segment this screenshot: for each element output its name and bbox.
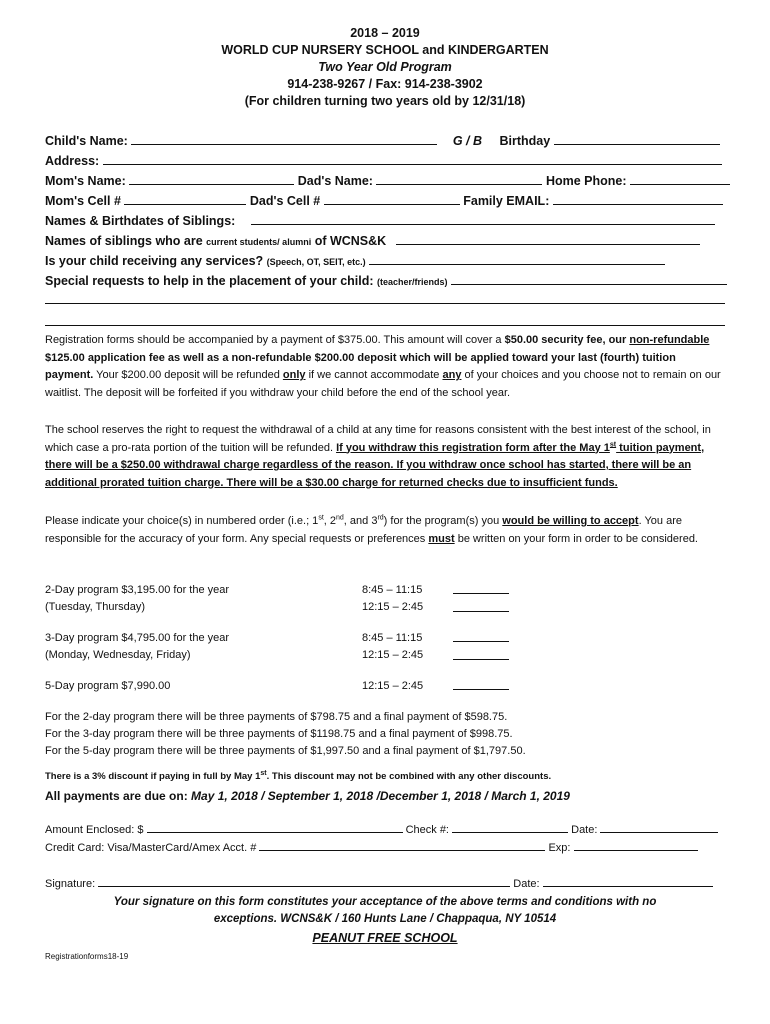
birthday-input[interactable] xyxy=(554,132,720,145)
program-2day-times: 8:45 – 11:15 12:15 – 2:45 xyxy=(362,584,424,613)
address-label: Address: xyxy=(45,154,100,168)
choice-paragraph: Please indicate your choice(s) in numbered order (i.e.; 1st, 2nd, and 3rd) for the program(s) you would be willing to accept. You are responsible for the accuracy of your form. Any special requests or preferences must be written on your form in order to be considered. xyxy=(45,514,698,545)
moms-cell-input[interactable] xyxy=(124,192,246,205)
siblings-row xyxy=(45,212,725,228)
dads-name-label: Dad's Name: xyxy=(297,174,373,188)
date-input[interactable] xyxy=(600,822,718,833)
program-3day-days: (Monday, Wednesday, Friday) xyxy=(45,649,191,661)
credit-input[interactable] xyxy=(259,840,545,851)
special-input[interactable] xyxy=(451,272,727,285)
address-input[interactable] xyxy=(103,152,722,165)
program-5day-choice xyxy=(453,678,509,696)
payment-2day: For the 2-day program there will be three payments of $798.75 and a final payment of $598.75. xyxy=(45,711,508,723)
program-2day-name: 2-Day program $3,195.00 for the year xyxy=(45,584,230,596)
child-name-input[interactable] xyxy=(131,132,437,145)
dads-cell-label: Dad's Cell # xyxy=(249,194,321,208)
exp-input[interactable] xyxy=(574,840,698,851)
program-2day xyxy=(45,582,229,616)
alumni-row xyxy=(45,232,725,248)
credit-label: Credit Card: Visa/MasterCard/Amex Acct. # xyxy=(45,842,257,854)
dads-cell-input[interactable] xyxy=(324,192,460,205)
program-2day-days: (Tuesday, Thursday) xyxy=(45,601,146,613)
dads-name-input[interactable] xyxy=(376,172,542,185)
services-label-b: (Speech, OT, SEIT, etc.) xyxy=(266,257,366,267)
home-phone-input[interactable] xyxy=(630,172,730,185)
acceptance-line-2: exceptions. WCNS&K / 160 Hunts Lane / Chappaqua, NY 10514 xyxy=(213,913,557,925)
payment-5day: For the 5-day program there will be three payments of $1,997.50 and a final payment of $1,797.50. xyxy=(45,745,526,757)
family-email-input[interactable] xyxy=(553,192,723,205)
amount-label: Amount Enclosed: $ xyxy=(45,824,144,836)
program-3day xyxy=(45,630,229,664)
child-name-label: Child's Name: xyxy=(45,134,128,148)
special-label-b: (teacher/friends) xyxy=(377,277,448,287)
signature-input[interactable] xyxy=(98,876,510,887)
choice-5day[interactable] xyxy=(453,678,509,690)
year-heading: 2018 – 2019 xyxy=(350,26,420,40)
services-input[interactable] xyxy=(369,252,665,265)
moms-cell-label: Mom's Cell # xyxy=(45,194,121,208)
peanut-free-banner: PEANUT FREE SCHOOL xyxy=(312,931,458,945)
check-input[interactable] xyxy=(452,822,568,833)
child-name-row xyxy=(45,132,725,148)
choice-3day-pm[interactable] xyxy=(453,648,509,660)
payment-3day: For the 3-day program there will be three payments of $1198.75 and a final payment of $998.75. xyxy=(45,728,513,740)
payment-paragraph: Registration forms should be accompanied by a payment of $375.00. This amount will cover a $50.00 security fee, our non-refundable $125.00 application fee as well as a non-refundable $200.00 deposit which will be applied toward your last (fourth) tuition payment. Your $200.00 deposit will be refunded only if we cannot accommodate any of your choices and you choose not to remain on our waitlist. The deposit will be forfeited if you withdraw your child before the end of the school year. xyxy=(45,334,721,399)
exp-label: Exp: xyxy=(548,842,571,854)
school-name: WORLD CUP NURSERY SCHOOL and KINDERGARTEN xyxy=(221,43,549,57)
sig-date-input[interactable] xyxy=(543,876,713,887)
program-3day-times: 8:45 – 11:15 12:15 – 2:45 xyxy=(362,632,424,661)
phone-fax: 914-238-9267 / Fax: 914-238-3902 xyxy=(287,77,483,91)
gender-label: G / B xyxy=(452,134,482,148)
choice-2day-pm[interactable] xyxy=(453,600,509,612)
program-3day-name: 3-Day program $4,795.00 for the year xyxy=(45,632,230,644)
moms-name-label: Mom's Name: xyxy=(45,174,126,188)
amount-input[interactable] xyxy=(147,822,403,833)
alumni-label-c: of WCNS&K xyxy=(314,234,387,248)
moms-name-input[interactable] xyxy=(129,172,294,185)
special-row xyxy=(45,272,725,288)
services-row xyxy=(45,252,725,268)
program-title: Two Year Old Program xyxy=(318,60,452,74)
acceptance-line-1: Your signature on this form constitutes your acceptance of the above terms and conditions with no xyxy=(113,896,657,908)
services-label-a: Is your child receiving any services? xyxy=(45,254,264,268)
age-note: (For children turning two years old by 12/31/18) xyxy=(244,94,526,108)
alumni-label-b: current students/ alumni xyxy=(206,237,312,247)
amount-row xyxy=(45,822,725,836)
program-3day-choice xyxy=(453,630,509,666)
alumni-label-a: Names of siblings who are xyxy=(45,234,203,248)
program-5day-time: 12:15 – 2:45 xyxy=(362,680,424,692)
home-phone-label: Home Phone: xyxy=(545,174,627,188)
special-extra-line-2[interactable] xyxy=(45,325,725,326)
date-label: Date: xyxy=(571,824,598,836)
discount-note: There is a 3% discount if paying in full by May 1st. This discount may not be combined with any other discounts. xyxy=(45,769,552,782)
program-5day-name: 5-Day program $7,990.00 xyxy=(45,680,171,692)
signature-row xyxy=(45,876,725,890)
special-label-a: Special requests to help in the placement of your child: xyxy=(45,274,374,288)
form-code: Registrationforms18-19 xyxy=(45,952,129,961)
siblings-input[interactable] xyxy=(251,212,715,225)
check-label: Check #: xyxy=(405,824,449,836)
alumni-input[interactable] xyxy=(396,232,700,245)
siblings-label: Names & Birthdates of Siblings: xyxy=(45,214,236,228)
sig-date-label: Date: xyxy=(513,878,540,890)
special-extra-line-1[interactable] xyxy=(45,303,725,304)
birthday-label: Birthday xyxy=(499,134,551,148)
signature-label: Signature: xyxy=(45,878,96,890)
family-email-label: Family EMAIL: xyxy=(463,194,550,208)
cells-row xyxy=(45,192,725,208)
parents-row xyxy=(45,172,725,188)
program-2day-choice xyxy=(453,582,509,618)
credit-row xyxy=(45,840,725,854)
withdrawal-paragraph: The school reserves the right to request the withdrawal of a child at any time for reasons consistent with the best interest of the school, in which case a pro-rata portion of the tuition will be refunded. If you withdraw this registration form after the May 1st tuition payment, there will be a $250.00 withdrawal charge regardless of the reason. If you withdraw once school has started, there will be an additional prorated tuition charge. There will be a $30.00 charge for returned checks due to insufficient funds. xyxy=(45,424,711,489)
payment-schedule xyxy=(45,709,526,760)
address-row xyxy=(45,152,725,168)
choice-3day-am[interactable] xyxy=(453,630,509,642)
choice-2day-am[interactable] xyxy=(453,582,509,594)
due-dates: All payments are due on: May 1, 2018 / September 1, 2018 /December 1, 2018 / March 1, 2019 xyxy=(45,789,570,803)
